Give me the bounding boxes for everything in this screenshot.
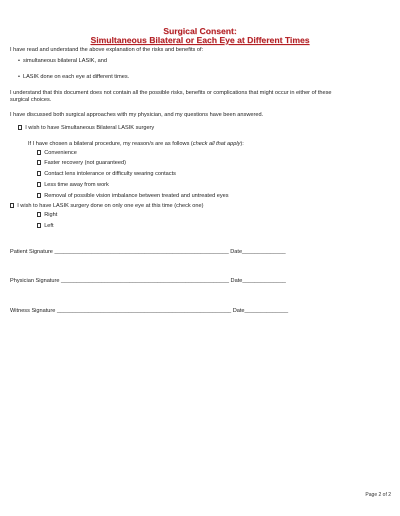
separate-checkbox[interactable] xyxy=(10,203,14,207)
discussed-text: I have discussed both surgical approaches with my physician, and my questions have been answered. xyxy=(10,112,264,118)
eye-right-item: Right xyxy=(37,212,57,219)
reason-item: Faster recovery (not guaranteed) xyxy=(37,160,126,167)
patient-signature-line[interactable]: Patient Signature ________________________________________________________ Date______________ xyxy=(10,249,286,255)
right-eye-checkbox[interactable] xyxy=(37,212,41,216)
understand-text-line1: I understand that this document does not contain all the possible risks, benefits or complications that might occur in either of these xyxy=(10,90,332,96)
document-subtitle: Simultaneous Bilateral or Each Eye at Different Times xyxy=(90,35,310,45)
document-title: Surgical Consent: xyxy=(163,26,237,36)
reason-checkbox[interactable] xyxy=(37,160,41,164)
understand-text-line2: surgical choices. xyxy=(10,97,52,103)
bilateral-checkbox[interactable] xyxy=(18,125,22,129)
physician-signature-line[interactable]: Physician Signature ______________________________________________________ Date______________ xyxy=(10,278,286,284)
bullet-item: • LASIK done on each eye at different times. xyxy=(18,74,130,80)
reason-item: Removal of possible vision imbalance between treated and untreated eyes xyxy=(37,193,229,200)
reason-item: Contact lens intolerance or difficulty wearing contacts xyxy=(37,171,176,178)
reason-checkbox[interactable] xyxy=(37,193,41,197)
bullet-item: • simultaneous bilateral LASIK, and xyxy=(18,58,107,64)
reason-checkbox[interactable] xyxy=(37,171,41,175)
reasons-intro: If I have chosen a bilateral procedure, my reason/s are as follows (check all that apply): xyxy=(28,141,244,147)
bullet-icon: • xyxy=(18,74,20,80)
left-eye-checkbox[interactable] xyxy=(37,223,41,227)
bullet-icon: • xyxy=(18,58,20,64)
reason-item: Less time away from work xyxy=(37,182,109,189)
witness-signature-line[interactable]: Witness Signature ________________________________________________________ Date______________ xyxy=(10,308,289,314)
reason-item: Convenience xyxy=(37,150,77,157)
reason-checkbox[interactable] xyxy=(37,182,41,186)
reason-checkbox[interactable] xyxy=(37,150,41,154)
option-separate: I wish to have LASIK surgery done on only one eye at this time (check one) xyxy=(10,203,203,210)
eye-left-item: Left xyxy=(37,223,54,230)
intro-text: I have read and understand the above explanation of the risks and benefits of: xyxy=(10,47,204,53)
option-bilateral: I wish to have Simultaneous Bilateral LASIK surgery xyxy=(18,125,154,132)
page-number: Page 2 of 2 xyxy=(365,492,391,498)
